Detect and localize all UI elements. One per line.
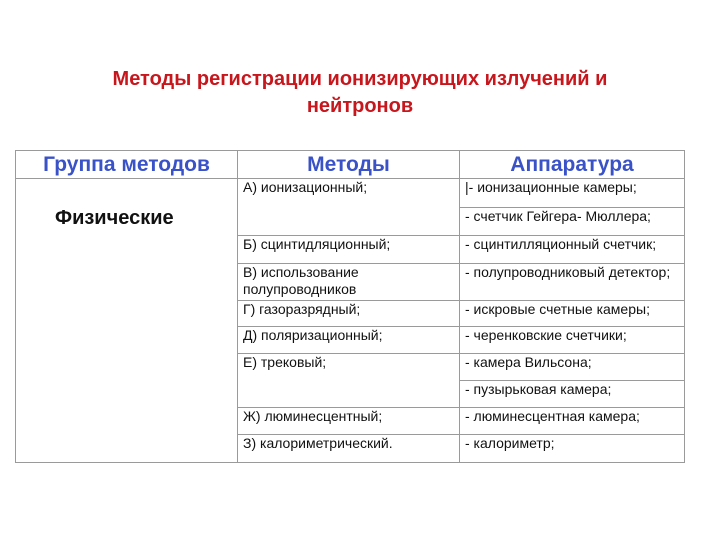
- method-cell: Е) трековый;: [238, 354, 460, 408]
- page-title: [20, 66, 700, 120]
- title-line-1: Методы регистрации ионизирующих излучений и: [112, 68, 608, 90]
- method-cell: З) калориметрический.: [238, 435, 460, 463]
- device-cell: - сцинтилляционный счетчик;: [460, 236, 685, 264]
- method-cell: Ж) люминесцентный;: [238, 408, 460, 435]
- header-methods: Методы: [238, 151, 460, 179]
- title-line-2: нейтронов: [306, 95, 414, 117]
- device-cell: - счетчик Гейгера- Мюллера;: [460, 208, 685, 236]
- device-cell: |- ионизационные камеры;: [460, 179, 685, 208]
- device-cell: - камера Вильсона;: [460, 354, 685, 381]
- method-cell: Г) газоразрядный;: [238, 301, 460, 327]
- methods-table: [15, 150, 685, 463]
- method-cell: А) ионизационный;: [238, 179, 460, 236]
- method-cell: В) использование полупроводников: [238, 264, 460, 301]
- device-cell: - калориметр;: [460, 435, 685, 463]
- method-cell: Д) поляризационный;: [238, 327, 460, 354]
- header-group: Группа методов: [16, 151, 238, 179]
- group-cell: [16, 179, 238, 463]
- header-apparatus: Аппаратура: [460, 151, 685, 179]
- table-row: [16, 179, 685, 208]
- table-header-row: [16, 151, 685, 179]
- device-cell: - пузырьковая камера;: [460, 381, 685, 408]
- device-cell: - черенковские счетчики;: [460, 327, 685, 354]
- device-cell: - искровые счетные камеры;: [460, 301, 685, 327]
- group-label: Физические: [55, 207, 174, 229]
- device-cell: - люминесцентная камера;: [460, 408, 685, 435]
- method-cell: Б) сцинтидляционный;: [238, 236, 460, 264]
- device-cell: - полупроводниковый детектор;: [460, 264, 685, 301]
